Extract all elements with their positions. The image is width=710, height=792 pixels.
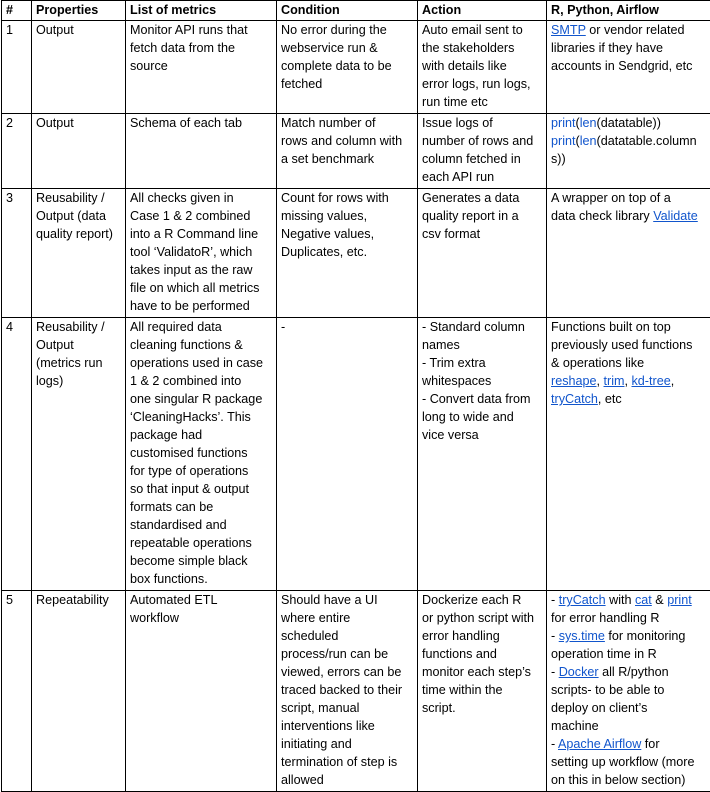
docker-link[interactable]: Docker	[559, 665, 599, 679]
row-number: 5	[2, 591, 32, 792]
cell-line: customised functions	[130, 444, 272, 462]
cell-line: cleaning functions &	[130, 336, 272, 354]
action-cell	[418, 189, 547, 318]
cell-text: or vendor related	[586, 23, 685, 37]
cell-line: the stakeholders	[422, 39, 542, 57]
metrics-cell	[126, 114, 277, 189]
cell-line: file on which all metrics	[130, 279, 272, 297]
condition-cell	[277, 591, 418, 792]
cell-line: monitor each step’s	[422, 663, 542, 681]
cell-line: quality report)	[36, 225, 121, 243]
cell-line: workflow	[130, 609, 272, 627]
header-action: Action	[418, 1, 547, 21]
properties-cell	[32, 189, 126, 318]
cell-line: Auto email sent to	[422, 21, 542, 39]
print-function: print	[551, 116, 576, 130]
table-row	[2, 189, 710, 318]
cell-line: A wrapper on top of a	[551, 189, 707, 207]
code-args: (datatable.column	[597, 134, 697, 148]
apache-airflow-link[interactable]: Apache Airflow	[558, 737, 641, 751]
cell-line: logs)	[36, 372, 121, 390]
cell-line: All required data	[130, 318, 272, 336]
header-tools: R, Python, Airflow	[547, 1, 710, 21]
cell-line: process/run can be	[281, 645, 413, 663]
paren: (	[576, 134, 580, 148]
tools-cell	[547, 591, 710, 792]
len-function: len	[580, 116, 597, 130]
cell-line	[551, 735, 707, 753]
cell-line: - Convert data from	[422, 390, 542, 408]
header-condition: Condition	[277, 1, 418, 21]
cell-line: traced backed to their	[281, 681, 413, 699]
len-function: len	[580, 134, 597, 148]
table-row	[2, 591, 710, 792]
cell-line: Count for rows with	[281, 189, 413, 207]
cell-line: quality report in a	[422, 207, 542, 225]
cell-line: complete data to be	[281, 57, 413, 75]
action-cell	[418, 591, 547, 792]
cell-line: Monitor API runs that	[130, 21, 272, 39]
cell-line: time within the	[422, 681, 542, 699]
cell-line: become simple black	[130, 552, 272, 570]
cell-line: Generates a data	[422, 189, 542, 207]
cell-line: have to be performed	[130, 297, 272, 315]
cell-line: initiating and	[281, 735, 413, 753]
cell-line: viewed, errors can be	[281, 663, 413, 681]
condition-cell	[277, 21, 418, 114]
paren: (	[576, 116, 580, 130]
cell-line: Case 1 & 2 combined	[130, 207, 272, 225]
metrics-cell	[126, 189, 277, 318]
cell-line: Match number of	[281, 114, 413, 132]
code-args: (datatable))	[597, 116, 661, 130]
cell-line	[551, 21, 707, 39]
cell-line: run time etc	[422, 93, 542, 111]
cell-text: , etc	[598, 392, 622, 406]
action-cell	[418, 114, 547, 189]
separator: ,	[625, 374, 632, 388]
cell-text: all R/python	[599, 665, 669, 679]
cell-line: or python script with	[422, 609, 542, 627]
cell-line: machine	[551, 717, 707, 735]
row-number: 3	[2, 189, 32, 318]
metrics-cell	[126, 318, 277, 591]
tools-cell	[547, 21, 710, 114]
cell-line: a set benchmark	[281, 150, 413, 168]
cell-line: one singular R package	[130, 390, 272, 408]
code-line	[551, 132, 707, 150]
cell-line: for error handling R	[551, 609, 707, 627]
smtp-link[interactable]: SMTP	[551, 23, 586, 37]
cell-line: script.	[422, 699, 542, 717]
properties-cell	[32, 114, 126, 189]
table-row	[2, 114, 710, 189]
row-number: 4	[2, 318, 32, 591]
cell-text: with	[606, 593, 635, 607]
cell-text: data check library	[551, 209, 653, 223]
cell-line: error handling	[422, 627, 542, 645]
cell-line: scheduled	[281, 627, 413, 645]
cell-line: long to wide and	[422, 408, 542, 426]
cell-line: Automated ETL	[130, 591, 272, 609]
trycatch-link[interactable]: tryCatch	[559, 593, 606, 607]
cell-line: previously used functions	[551, 336, 707, 354]
cell-line: deploy on client’s	[551, 699, 707, 717]
cell-line: 1 & 2 combined into	[130, 372, 272, 390]
cell-line: webservice run &	[281, 39, 413, 57]
kd-tree-link[interactable]: kd-tree	[632, 374, 671, 388]
condition-cell	[277, 318, 418, 591]
cell-line: so that input & output	[130, 480, 272, 498]
cell-line: standardised and	[130, 516, 272, 534]
tools-cell	[547, 114, 710, 189]
cell-line: Duplicates, etc.	[281, 243, 413, 261]
header-properties: Properties	[32, 1, 126, 21]
cell-line: operation time in R	[551, 645, 707, 663]
cell-line	[551, 627, 707, 645]
dash: -	[551, 629, 559, 643]
cell-line: Reusability /	[36, 189, 121, 207]
cell-line: Repeatability	[36, 591, 121, 609]
table-row	[2, 318, 710, 591]
cell-line: -	[281, 318, 413, 336]
properties-cell	[32, 21, 126, 114]
cell-line: names	[422, 336, 542, 354]
separator: ,	[597, 374, 604, 388]
condition-cell	[277, 189, 418, 318]
cell-line: allowed	[281, 771, 413, 789]
table-header-row	[2, 1, 710, 21]
cell-line: Functions built on top	[551, 318, 707, 336]
condition-cell	[277, 114, 418, 189]
print-function: print	[551, 134, 576, 148]
cell-line: Output	[36, 336, 121, 354]
reshape-link[interactable]: reshape	[551, 374, 597, 388]
cell-line: accounts in Sendgrid, etc	[551, 57, 707, 75]
cell-line: package had	[130, 426, 272, 444]
cell-line	[551, 591, 707, 609]
cell-line: vice versa	[422, 426, 542, 444]
cell-line: Schema of each tab	[130, 114, 272, 132]
cell-line	[551, 663, 707, 681]
cell-line: source	[130, 57, 272, 75]
cell-line: (metrics run	[36, 354, 121, 372]
cell-text: for	[641, 737, 659, 751]
cell-line: functions and	[422, 645, 542, 663]
tools-cell	[547, 318, 710, 591]
cell-line: whitespaces	[422, 372, 542, 390]
cell-text: for monitoring	[605, 629, 686, 643]
dash: -	[551, 665, 559, 679]
cell-line: All checks given in	[130, 189, 272, 207]
cell-line: ‘CleaningHacks’. This	[130, 408, 272, 426]
cell-line: Output	[36, 114, 121, 132]
code-line	[551, 114, 707, 132]
cell-line: & operations like	[551, 354, 707, 372]
cell-line: Should have a UI	[281, 591, 413, 609]
cell-line: on this in below section)	[551, 771, 707, 789]
cell-line: Negative values,	[281, 225, 413, 243]
cell-line: setting up workflow (more	[551, 753, 707, 771]
cell-line: for type of operations	[130, 462, 272, 480]
cell-line: each API run	[422, 168, 542, 186]
separator: ,	[671, 374, 675, 388]
cell-line: No error during the	[281, 21, 413, 39]
cell-line: Issue logs of	[422, 114, 542, 132]
cell-line: formats can be	[130, 498, 272, 516]
cell-line: termination of step is	[281, 753, 413, 771]
cell-line: with details like	[422, 57, 542, 75]
cell-line: error logs, run logs,	[422, 75, 542, 93]
trim-link[interactable]: trim	[604, 374, 625, 388]
cell-line: scripts- to be able to	[551, 681, 707, 699]
cell-line: missing values,	[281, 207, 413, 225]
metrics-cell	[126, 21, 277, 114]
cell-line: tool ‘ValidatoR’, which	[130, 243, 272, 261]
cell-line: number of rows and	[422, 132, 542, 150]
metrics-table	[1, 0, 710, 792]
cell-line: into a R Command line	[130, 225, 272, 243]
dash: -	[551, 737, 558, 751]
cell-line	[551, 207, 707, 225]
action-cell	[418, 21, 547, 114]
row-number: 2	[2, 114, 32, 189]
cell-line: interventions like	[281, 717, 413, 735]
cell-line: Output (data	[36, 207, 121, 225]
cell-line: rows and column with	[281, 132, 413, 150]
cell-line: repeatable operations	[130, 534, 272, 552]
cell-text: &	[652, 593, 667, 607]
print-link[interactable]: print	[667, 593, 692, 607]
properties-cell	[32, 318, 126, 591]
cell-line: script, manual	[281, 699, 413, 717]
cat-link[interactable]: cat	[635, 593, 652, 607]
cell-line	[551, 390, 707, 408]
table-row	[2, 21, 710, 114]
cell-line: libraries if they have	[551, 39, 707, 57]
metrics-cell	[126, 591, 277, 792]
validate-link[interactable]: Validate	[653, 209, 698, 223]
cell-line: takes input as the raw	[130, 261, 272, 279]
cell-line: fetch data from the	[130, 39, 272, 57]
cell-line	[551, 372, 707, 390]
cell-line: operations used in case	[130, 354, 272, 372]
row-number: 1	[2, 21, 32, 114]
cell-line: Dockerize each R	[422, 591, 542, 609]
cell-line: Output	[36, 21, 121, 39]
cell-line: where entire	[281, 609, 413, 627]
header-metrics: List of metrics	[126, 1, 277, 21]
cell-line: fetched	[281, 75, 413, 93]
cell-line: - Standard column	[422, 318, 542, 336]
trycatch-link[interactable]: tryCatch	[551, 392, 598, 406]
tools-cell	[547, 189, 710, 318]
cell-line: box functions.	[130, 570, 272, 588]
cell-line: Reusability /	[36, 318, 121, 336]
header-number: #	[2, 1, 32, 21]
properties-cell	[32, 591, 126, 792]
code-line: s))	[551, 150, 707, 168]
sys-time-link[interactable]: sys.time	[559, 629, 605, 643]
dash: -	[551, 593, 559, 607]
action-cell	[418, 318, 547, 591]
cell-line: - Trim extra	[422, 354, 542, 372]
cell-line: column fetched in	[422, 150, 542, 168]
cell-line: csv format	[422, 225, 542, 243]
